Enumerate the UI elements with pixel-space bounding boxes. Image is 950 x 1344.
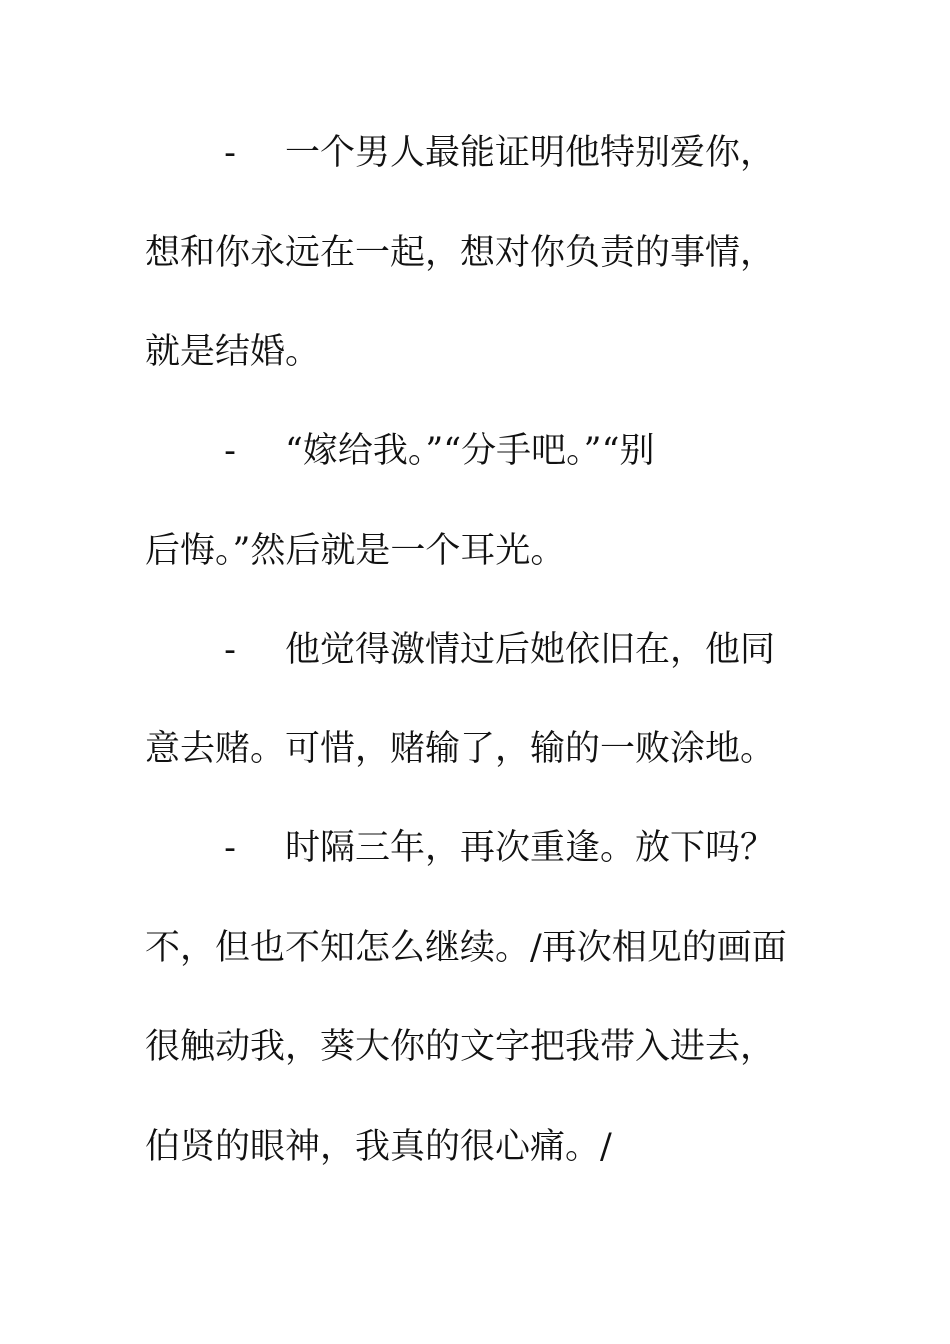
paragraph-1-line-2: 想和你永远在一起，想对你负责的事情，	[145, 233, 776, 273]
paragraph-1-first-line	[145, 123, 825, 183]
paragraph-4-first-line	[145, 818, 825, 878]
bullet-dash: -	[224, 133, 236, 173]
line-text: 他觉得激情过后她依旧在，他同	[285, 630, 776, 670]
line-text: 一个男人最能证明他特别爱你，	[285, 133, 776, 173]
paragraph-4-line-4: 伯贤的眼神，我真的很心痛。/	[145, 1127, 612, 1167]
line-text: “嫁给我。”“分手吧。”“别	[285, 431, 655, 471]
bullet-dash: -	[224, 431, 236, 471]
paragraph-2-first-line	[145, 421, 825, 481]
bullet-dash: -	[224, 630, 236, 670]
line-text: 时隔三年，再次重逢。放下吗？	[285, 828, 776, 868]
paragraph-1-line-3: 就是结婚。	[145, 332, 321, 372]
paragraph-4-line-2: 不，但也不知怎么继续。/再次相见的画面	[145, 928, 787, 968]
paragraph-4-line-3: 很触动我，葵大你的文字把我带入进去，	[145, 1027, 776, 1067]
bullet-dash: -	[224, 828, 236, 868]
paragraph-3-line-2: 意去赌。可惜，赌输了，输的一败涂地。	[145, 729, 776, 769]
paragraph-2-line-2: 后悔。”然后就是一个耳光。	[145, 531, 566, 571]
paragraph-3-first-line	[145, 620, 825, 680]
